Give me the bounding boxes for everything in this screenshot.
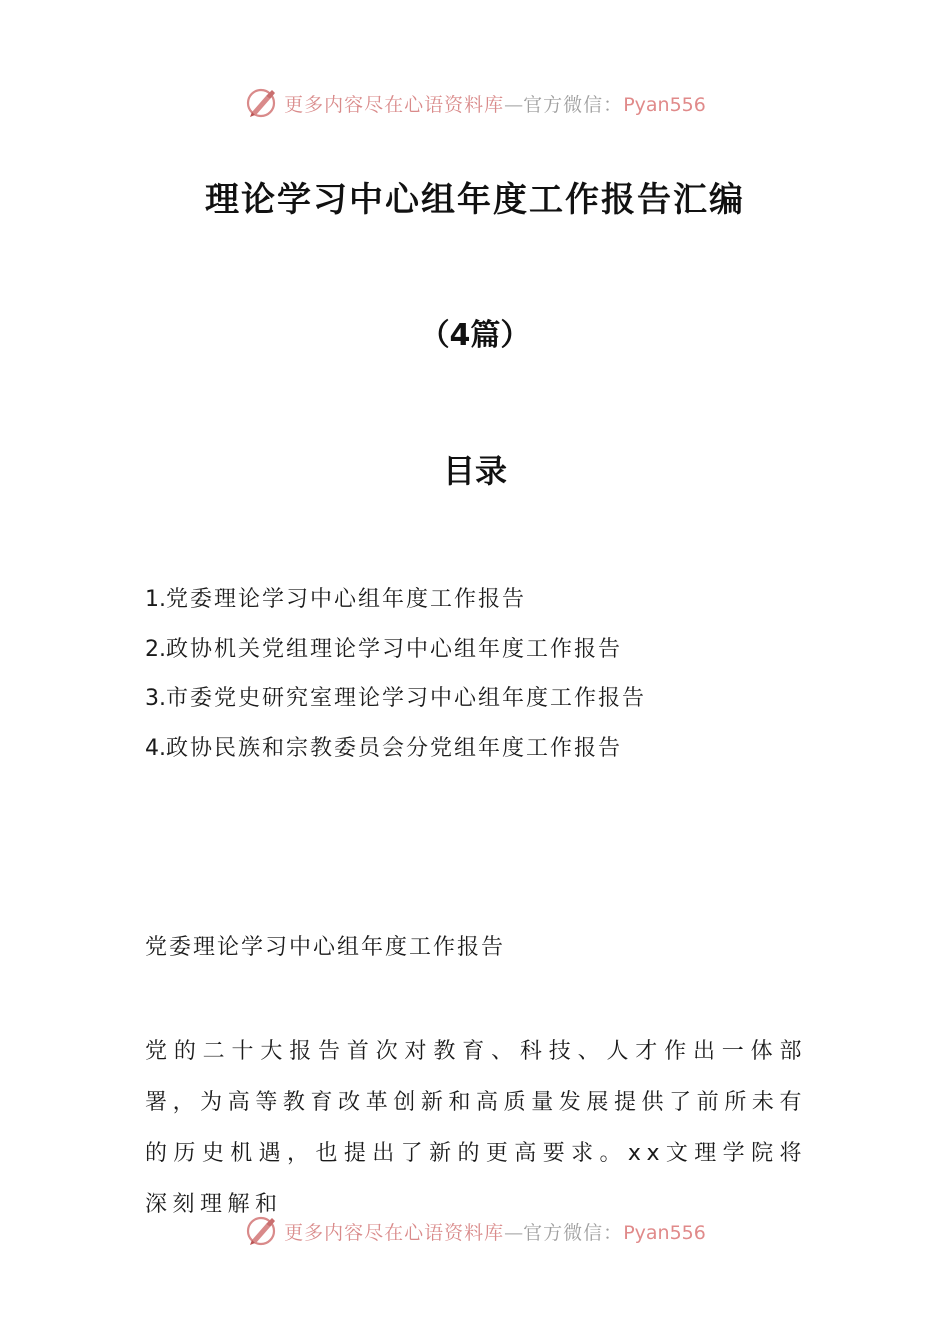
toc-item-number: 2. [145, 636, 166, 662]
document-title: 理论学习中心组年度工作报告汇编 [205, 180, 745, 220]
toc-item-text: 市委党史研究室理论学习中心组年度工作报告 [166, 686, 647, 711]
toc-item[interactable] [145, 679, 825, 729]
body-paragraph: 党的二十大报告首次对教育、科技、人才作出一体部署，为高等教育改革创新和高质量发展提供了前所未有的历史机遇，也提出了新的更高要求。xx文理学院将深刻理解和 [145, 1039, 807, 1217]
toc-item[interactable] [145, 729, 825, 779]
watermark-footer [0, 1211, 950, 1251]
table-of-contents [145, 580, 825, 778]
document-subtitle: （4篇） [419, 318, 531, 353]
section-title: 党委理论学习中心组年度工作报告 [145, 935, 506, 960]
watermark-official: 官方微信： [523, 1221, 624, 1244]
watermark-dash: — [504, 1221, 524, 1244]
watermark-id: Pyan556 [623, 93, 706, 116]
toc-item-text: 政协机关党组理论学习中心组年度工作报告 [166, 636, 623, 662]
watermark-header [0, 83, 950, 123]
watermark-text [284, 1218, 706, 1245]
watermark-text [284, 90, 706, 117]
pen-logo-icon [244, 85, 280, 121]
pen-logo-icon [244, 1213, 280, 1249]
toc-item-text: 政协民族和宗教委员会分党组年度工作报告 [166, 735, 623, 761]
toc-item-number: 1. [145, 587, 166, 612]
watermark-prefix: 更多内容尽在心语资料库 [284, 1221, 505, 1244]
toc-item-number: 4. [145, 735, 166, 761]
toc-item[interactable] [145, 630, 825, 680]
toc-item[interactable] [145, 580, 825, 630]
watermark-official: 官方微信： [523, 93, 624, 116]
watermark-prefix: 更多内容尽在心语资料库 [284, 93, 505, 116]
toc-heading: 目录 [442, 452, 507, 490]
toc-item-number: 3. [145, 686, 166, 711]
watermark-dash: — [504, 93, 524, 116]
watermark-id: Pyan556 [623, 1221, 706, 1244]
toc-item-text: 党委理论学习中心组年度工作报告 [166, 587, 527, 612]
